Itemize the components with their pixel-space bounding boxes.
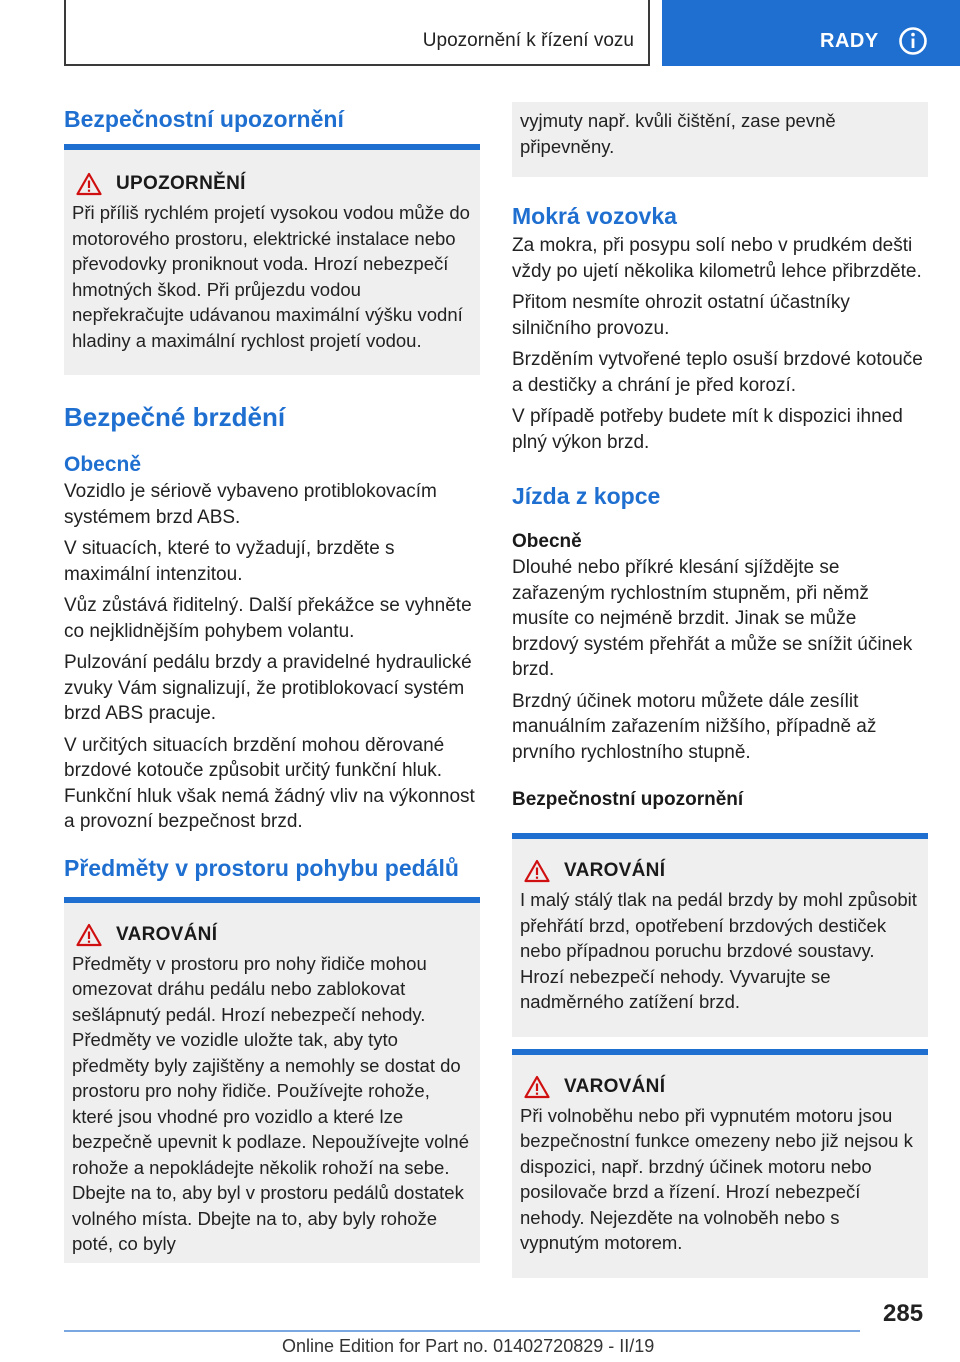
objects-heading: Předměty v prostoru pohybu pedálů xyxy=(64,854,459,881)
downhill-general-heading: Obecně xyxy=(512,531,582,552)
header-section-tab[interactable] xyxy=(662,0,960,66)
warning-header xyxy=(524,1075,920,1099)
paragraph: Vozidlo je sériově vybaveno protiblokovacím systémem brzd ABS. xyxy=(64,481,437,528)
general-heading: Obecně xyxy=(64,453,142,476)
paragraph: Za mokra, při posypu solí nebo v prudkém dešti vždy po ujetí několika kilometrů lehce přibrzděte. xyxy=(512,235,922,282)
header-title: Upozornění k řízení vozu xyxy=(422,30,634,51)
warning-header xyxy=(76,923,472,947)
warning-title: VAROVÁNÍ xyxy=(116,923,218,945)
braking-heading: Bezpečné brzdění xyxy=(64,402,286,432)
paragraph: Přitom nesmíte ohrozit ostatní účastníky silničního provozu. xyxy=(512,292,850,339)
notice-text: Při příliš rychlém projetí vysokou vodou může do motorového prostoru, elektrické instalace nebo převodovky proniknout voda. Hrozí nebezpečí hmotných škod. Při průjezdu vodou nepřekračujte udávanou maximální výšku vodní hladiny a maximální rychlost projetí vodou. xyxy=(72,202,470,351)
notice-box xyxy=(64,150,480,375)
warning-triangle-icon xyxy=(76,923,102,947)
downhill-heading: Jízda z kopce xyxy=(512,483,661,509)
warning-continuation-text: vyjmuty např. kvůli čištění, zase pevně připevněny. xyxy=(520,110,836,157)
paragraph: Brzdný účinek motoru můžete dále zesílit manuálním zařazením nižšího, případně až prvního rychlostního stupně. xyxy=(512,690,877,763)
paragraph: V situacích, které to vyžadují, brzděte s maximální intenzitou. xyxy=(64,538,395,585)
warning-title: VAROVÁNÍ xyxy=(564,860,666,881)
safety-subheading: Bezpečnostní upozornění xyxy=(512,789,744,810)
right-column xyxy=(512,102,928,1278)
page-number: 285 xyxy=(883,1300,924,1327)
warning-text: Předměty v prostoru pro nohy řidiče mohou omezovat dráhu pedálu nebo zablokovat sešlápnutý pedál. Hrozí nebezpečí nehody. Předměty ve vozidle uložte tak, aby tyto předměty byly zajištěny a nemohly se dostat do prostoru pro nohy řidiče. Používejte rohože, které jsou vhodné pro vozidlo a které lze bezpečně upevnit k podlaze. Nepoužívejte volné rohože a nepokládejte několik rohoží na sebe. Dbejte na to, aby byl v prostoru pedálů dostatek volného místa. Dbejte na to, aby byly rohože poté, co byly xyxy=(72,952,469,1254)
paragraph: Vůz zůstává řiditelný. Další překážce se vyhněte co nejklidnějším pohybem volantu. xyxy=(64,595,472,642)
warning-triangle-icon xyxy=(76,172,102,196)
warning-text: I malý stálý tlak na pedál brzdy by mohl způsobit přehřátí brzd, opotřebení brzdových destiček nebo případnou poruchu brzdové soustavy. Hrozí nebezpečí nehody. Vyvarujte se nadměrného zatížení brzd. xyxy=(520,889,917,1012)
paragraph: Dlouhé nebo příkré klesání sjíždějte se zařazeným rychlostním stupněm, při němž musíte co nejméně brzdit. Jinak se může brzdový systém přehřát a může se snížit účinek brzd. xyxy=(512,557,913,680)
header-tab-label: RADY xyxy=(820,30,879,52)
paragraph: Brzděním vytvořené teplo osuší brzdové kotouče a destičky a chrání je před korozí. xyxy=(512,349,923,396)
safety-heading: Bezpečnostní upozornění xyxy=(64,106,344,132)
warning-box xyxy=(512,1055,928,1278)
paragraph: V určitých situacích brzdění mohou děrované brzdové kotouče způsobit určitý funkční hluk. Funkční hluk však nemá žádný vliv na výkonnost a provozní bezpečnost brzd. xyxy=(64,734,475,832)
warning-header xyxy=(524,859,920,883)
footer-rule xyxy=(64,1330,860,1332)
paragraph: V případě potřeby budete mít k dispozici ihned plný výkon brzd. xyxy=(512,406,903,453)
warning-triangle-icon xyxy=(524,1075,550,1099)
warning-title: VAROVÁNÍ xyxy=(564,1075,666,1097)
header-title-box xyxy=(64,0,650,66)
left-column xyxy=(64,100,480,1263)
warning-text: Při volnoběhu nebo při vypnutém motoru jsou bezpečnostní funkce omezeny nebo již nejsou k dispozici, např. brzdný účinek motoru nebo posilovače brzd a řízení. Hrozí nebezpečí nehody. Nejezděte na volnoběh nebo s vypnutým motorem. xyxy=(520,1104,913,1253)
warning-box xyxy=(512,839,928,1037)
info-icon xyxy=(898,26,928,56)
notice-title: UPOZORNĚNÍ xyxy=(116,173,246,194)
footer-edition: Online Edition for Part no. 01402720829 - II/19 xyxy=(282,1336,655,1356)
notice-header xyxy=(76,172,472,196)
wet-road-heading: Mokrá vozovka xyxy=(512,203,677,229)
paragraph: Pulzování pedálu brzdy a pravidelné hydraulické zvuky Vám signalizují, že protiblokovací systém brzd ABS pracuje. xyxy=(64,652,472,724)
warning-box xyxy=(64,903,480,1263)
warning-continuation-box xyxy=(512,102,928,177)
warning-triangle-icon xyxy=(524,859,550,883)
